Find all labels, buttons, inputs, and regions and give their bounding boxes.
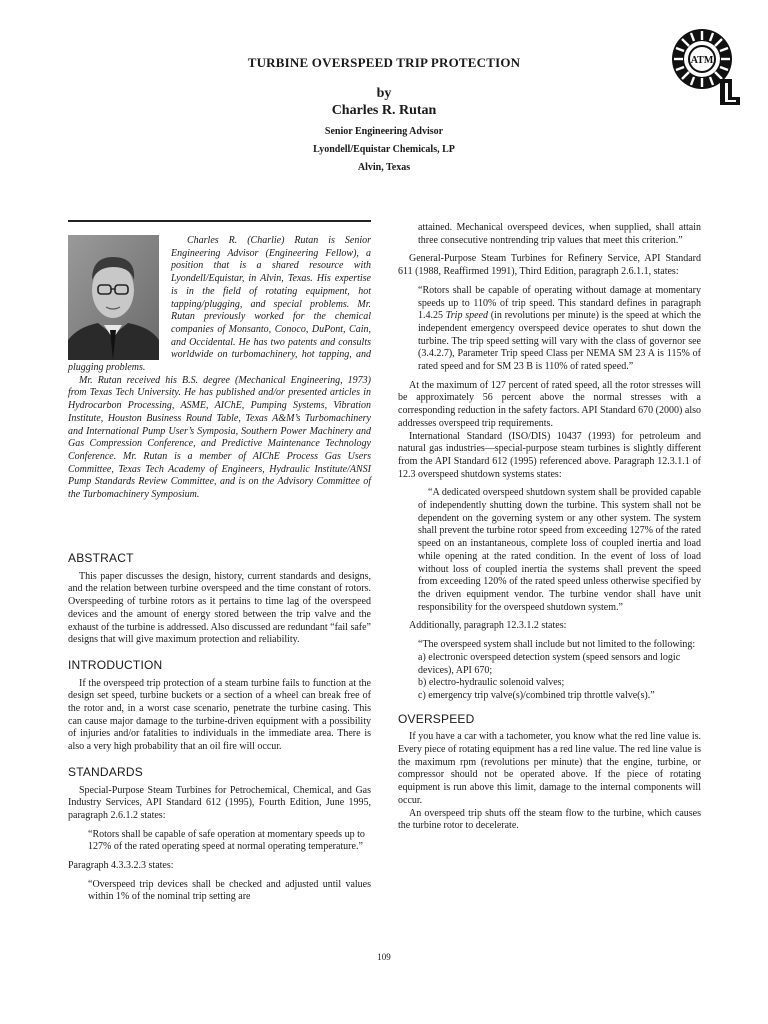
list-item: b) electro-hydraulic solenoid valves; xyxy=(418,677,565,689)
bio-paragraph: Charles R. (Charlie) Rutan is Senior Engineering Advisor (Engineering Fellow), a position that is a shared resource with Lyondell/Equistar, in Alvin, Texas. His expertise is in the field of rotating equipment, hot tapping/plugging, and special problems. Mr. Rutan previously worked for the chemical companies of Monsanto, Conoco, DuPont, Cain, and Occidental. He has two patents and consults worldwide on turbomachinery, hot tapping, and plugging problems. xyxy=(68,235,371,374)
turbomachinery-symposium-logo-icon xyxy=(670,27,742,107)
author-bio xyxy=(68,235,371,502)
standards-paragraph: General-Purpose Steam Turbines for Refinery Service, API Standard 611 (1988, Reaffirmed 1991), Third Edition, paragraph 2.6.1.1, states: xyxy=(398,253,701,278)
list-item: c) emergency trip valve(s)/combined trip throttle valve(s).” xyxy=(418,689,655,701)
right-column xyxy=(398,222,701,833)
section-heading-abstract: ABSTRACT xyxy=(68,551,134,565)
block-quote: “A dedicated overspeed shutdown system shall be provided capable of independently shutting down the turbine. This system shall not be dependent on the governing system or any other system. The system shall prevent the turbine rotor speed from exceeding 127% of the rated speed on an instantaneous, complete loss of coupled inertia and load while opening at the rated condition. In the event of loss of load without loss of coupled inertia the systems shall prevent the speed from exceeding 120% of the rated speed unless otherwise specified by the driven equipment vendor. The turbine vendor shall have unit responsibility for the overspeed shutdown system.” xyxy=(418,487,701,613)
standards-paragraph: At the maximum of 127 percent of rated speed, all the rotor stresses will be approximately 56 percent above the normal stresses with a corresponding reduction in the safety factors. API Standard 670 (2000) also addresses overspeed trip requirements. xyxy=(398,379,701,429)
standards-paragraph: Paragraph 4.3.3.2.3 states: xyxy=(68,860,174,872)
block-quote: “Rotors shall be capable of operating without damage at momentary speeds up to 110% of trip speed. This standard defines in paragraph 1.4.25 Trip speed (in revolutions per minute) is the speed at which the independent emergency overspeed device operates to shut down the turbine. The trip speed setting will vary with the class of governor see (3.4.2.7), Parameter Trip speed Class per NEMA SM 23 A is 115% of rated speed and for SM 23 B is 110% of rated speed.” xyxy=(418,284,701,373)
block-quote: “Rotors shall be capable of safe operation at momentary speeds up to 127% of the rated operating speed at normal operating temperature.” xyxy=(88,828,365,853)
block-quote-list xyxy=(418,639,701,703)
list-item: a) electronic overspeed detection system (speed sensors and logic devices), API 670; xyxy=(418,651,681,676)
introduction-text: If the overspeed trip protection of a steam turbine fails to function at the design set speed, turbine buckets or a section of a wheel can break free of the rotor and, in a worst case scenario, penetrate the turbine casing. This can cause major damage to the turbine-driven equipment with a possibility of injuries and/or fatalities to individuals in the immediate area. There is also a very high probability that an oil fire will occur. xyxy=(68,677,371,753)
block-quote-continued: attained. Mechanical overspeed devices, when supplied, shall attain three consecutive nontrending trip values that meet this criterion.” xyxy=(418,222,701,246)
page-number: 109 xyxy=(377,952,391,962)
standards-paragraph: International Standard (ISO/DIS) 10437 (1993) for petroleum and natural gas industries—special-purpose steam turbines is slightly different from the API Standard 612 (1995) referenced above. Paragraph 12.3.1.1 of 12.3 overspeed shutdown systems states: xyxy=(398,430,701,480)
section-heading-overspeed: OVERSPEED xyxy=(398,711,475,726)
bio-paragraph: Mr. Rutan received his B.S. degree (Mechanical Engineering, 1973) from Texas Tech University. He has published and/or presented articles in Hydrocarbon Processing, ASME, AIChE, Pumping Systems, Vibration Institute, Houston Business Round Table, Texas A&M’s Turbomachinery and International Pump User’s Symposia, Southern Power Machinery and Gas Compression Conference, and Predictive Maintenance Technology Conference. Mr. Rutan is a member of AIChE Process Gas Users Committee, Texas Tech Academy of Engineers, Hydraulic Institute/ANSI Pump Standards Review Committee, and is on the Advisory Committee of the Turbomachinery Symposium. xyxy=(68,374,371,501)
logo-text: ATM xyxy=(690,55,714,66)
list-intro: “The overspeed system shall include but not limited to the following: xyxy=(418,639,696,651)
bio-top-rule xyxy=(68,220,371,222)
section-heading-introduction: INTRODUCTION xyxy=(68,657,163,672)
overspeed-paragraph: If you have a car with a tachometer, you know what the red line value is. Every piece of rotating equipment has a red line value. The red line value is the maximum rpm (revolutions per minute) that the engine, turbine, or compressor should not be operated above. If the piece of rotating equipment is run above this limit, damage to the internal components will occur. xyxy=(398,731,701,806)
paper-title: TURBINE OVERSPEED TRIP PROTECTION xyxy=(247,55,521,70)
left-column xyxy=(68,540,371,904)
section-heading-standards: STANDARDS xyxy=(68,764,143,779)
author-name: Charles R. Rutan xyxy=(331,103,437,118)
standards-paragraph: Additionally, paragraph 12.3.1.2 states: xyxy=(409,620,567,632)
author-location: Alvin, Texas xyxy=(357,162,411,173)
block-quote: “Overspeed trip devices shall be checked and adjusted until values within 1% of the nominal trip setting are xyxy=(88,878,371,903)
author-position: Senior Engineering Advisor xyxy=(324,126,444,137)
overspeed-paragraph: An overspeed trip shuts off the steam flow to the turbine, which causes the turbine rotor to decelerate. xyxy=(398,807,701,832)
emphasis-term: Trip speed xyxy=(445,310,488,322)
abstract-text: This paper discusses the design, history, current standards and designs, and the relation between turbine overspeed and the time constant of rotors. Overspeeding of turbine rotors as it pertains to time lag of the overspeed devices and the amount of energy stored between the trip valve and the exhaust of the turbine is addressed. Also discussed are redundant “fail safe” designs that will give maximum protection and reliability. xyxy=(68,570,371,646)
byline: by xyxy=(376,86,392,101)
author-company: Lyondell/Equistar Chemicals, LP xyxy=(313,144,455,155)
standards-paragraph: Special-Purpose Steam Turbines for Petrochemical, Chemical, and Gas Industry Services, API Standard 612 (1995), Fourth Edition, June 1995, paragraph 2.6.1.2 states: xyxy=(68,784,371,821)
